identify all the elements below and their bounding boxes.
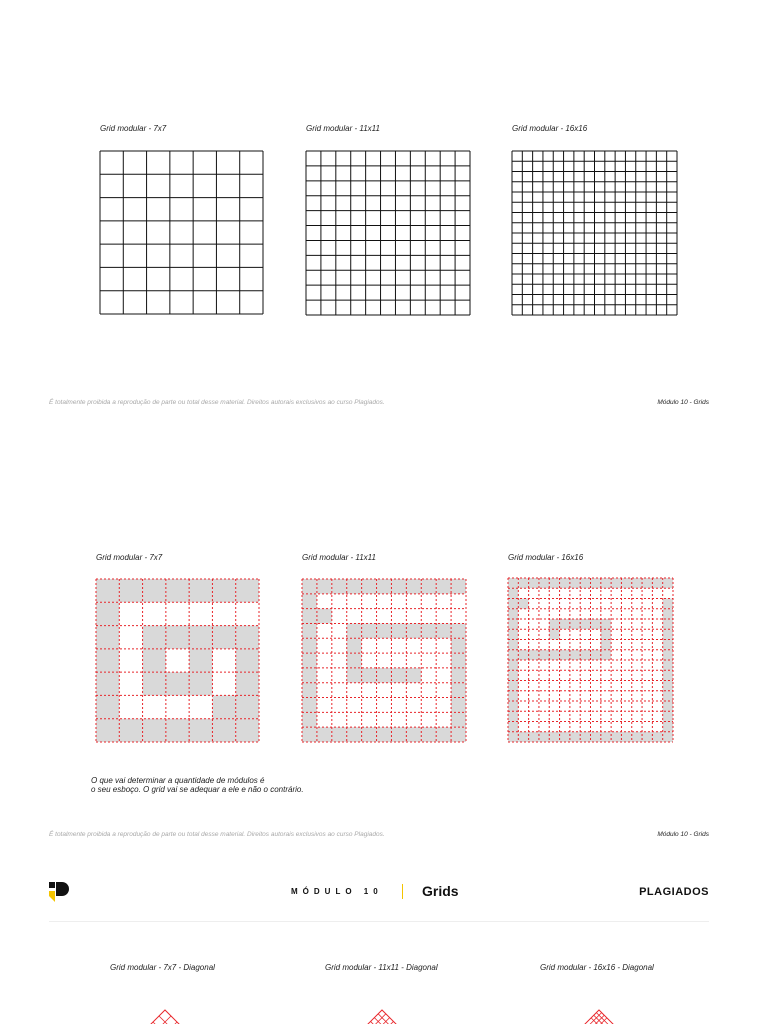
modular-grid-7x7 — [100, 151, 263, 314]
filled-module — [508, 609, 518, 619]
grid-note-line-1: O que vai determinar a quantidade de módulos é — [91, 776, 265, 785]
filled-module — [508, 650, 518, 660]
filled-module — [632, 732, 642, 742]
filled-module — [580, 619, 590, 629]
grid-label-16x16: Grid modular - 16x16 — [508, 553, 584, 562]
filled-module — [212, 579, 235, 602]
filled-module — [189, 672, 212, 695]
filled-module — [166, 626, 189, 649]
filled-module — [663, 629, 673, 639]
filled-module — [143, 672, 166, 695]
filled-module — [549, 629, 559, 639]
filled-module — [143, 719, 166, 742]
filled-module — [347, 668, 362, 683]
filled-module — [302, 712, 317, 727]
modular-grid-11x11 — [306, 151, 470, 315]
filled-module — [302, 579, 317, 594]
grid-label-16x16: Grid modular - 16x16 — [512, 124, 588, 133]
filled-module — [302, 623, 317, 638]
filled-module — [377, 623, 392, 638]
filled-module — [539, 578, 549, 588]
diagonal-line — [542, 1013, 602, 1024]
filled-module — [451, 698, 466, 713]
diagonal-grid-16x16 — [554, 1008, 644, 1024]
sketch-grid-16x16 — [508, 578, 673, 742]
filled-module — [377, 668, 392, 683]
brand-wordmark: PLAGIADOS — [639, 886, 709, 898]
filled-module — [508, 599, 518, 609]
filled-module — [652, 732, 662, 742]
filled-module — [570, 578, 580, 588]
filled-module — [421, 579, 436, 594]
filled-module — [663, 681, 673, 691]
copyright-notice: É totalmente proibida a reprodução de parte ou total desse material. Direitos autorais exclusivos ao curso Plagiados. — [49, 399, 385, 406]
filled-module — [508, 588, 518, 598]
filled-module — [508, 660, 518, 670]
filled-module — [236, 672, 259, 695]
filled-module — [236, 719, 259, 742]
filled-module — [96, 626, 119, 649]
filled-module — [143, 579, 166, 602]
filled-module — [302, 653, 317, 668]
filled-module — [236, 649, 259, 672]
filled-module — [317, 579, 332, 594]
filled-module — [642, 732, 652, 742]
diagonal-line — [591, 1018, 651, 1024]
diagonal-line — [547, 1018, 607, 1024]
filled-module — [601, 619, 611, 629]
filled-module — [518, 650, 528, 660]
filled-module — [539, 650, 549, 660]
filled-module — [539, 732, 549, 742]
filled-module — [189, 626, 212, 649]
filled-module — [621, 578, 631, 588]
filled-module — [570, 619, 580, 629]
diagonal-line — [596, 1013, 656, 1024]
filled-module — [96, 695, 119, 718]
filled-module — [377, 727, 392, 742]
filled-module — [212, 719, 235, 742]
filled-module — [347, 623, 362, 638]
filled-module — [436, 623, 451, 638]
filled-module — [663, 578, 673, 588]
module-number: MÓDULO 10 — [291, 887, 383, 896]
diagonal-grid-7x7 — [120, 1008, 210, 1024]
filled-module — [621, 732, 631, 742]
header-rule — [49, 921, 709, 922]
filled-module — [549, 732, 559, 742]
filled-module — [508, 619, 518, 629]
filled-module — [601, 732, 611, 742]
filled-module — [560, 578, 570, 588]
plagiados-logo-icon — [49, 882, 71, 903]
filled-module — [96, 672, 119, 695]
filled-module — [580, 578, 590, 588]
filled-module — [663, 732, 673, 742]
filled-module — [406, 727, 421, 742]
diagonal-label-11x11: Grid modular - 11x11 - Diagonal — [325, 963, 438, 972]
page-footer-module: Módulo 10 - Grids — [657, 831, 709, 838]
filled-module — [591, 578, 601, 588]
filled-module — [236, 579, 259, 602]
filled-module — [96, 579, 119, 602]
filled-module — [391, 579, 406, 594]
filled-module — [518, 578, 528, 588]
filled-module — [302, 609, 317, 624]
filled-module — [663, 701, 673, 711]
filled-module — [508, 578, 518, 588]
page-footer-module: Módulo 10 - Grids — [657, 399, 709, 406]
modular-grid-16x16 — [512, 151, 677, 315]
filled-module — [347, 727, 362, 742]
filled-module — [236, 695, 259, 718]
filled-module — [508, 732, 518, 742]
filled-module — [549, 650, 559, 660]
filled-module — [302, 638, 317, 653]
filled-module — [642, 578, 652, 588]
filled-module — [518, 599, 528, 609]
filled-module — [508, 711, 518, 721]
filled-module — [529, 650, 539, 660]
filled-module — [508, 670, 518, 680]
filled-module — [362, 727, 377, 742]
filled-module — [166, 579, 189, 602]
filled-module — [236, 626, 259, 649]
diagonal-outline — [539, 1010, 659, 1024]
diagonal-grid-11x11 — [337, 1008, 427, 1024]
filled-module — [212, 626, 235, 649]
filled-module — [451, 668, 466, 683]
filled-module — [451, 579, 466, 594]
filled-module — [570, 650, 580, 660]
filled-module — [663, 711, 673, 721]
filled-module — [529, 732, 539, 742]
filled-module — [549, 619, 559, 629]
diagonal-line — [111, 1016, 171, 1024]
filled-module — [663, 599, 673, 609]
filled-module — [570, 732, 580, 742]
filled-module — [377, 579, 392, 594]
filled-module — [529, 578, 539, 588]
filled-module — [347, 638, 362, 653]
filled-module — [332, 579, 347, 594]
filled-module — [362, 579, 377, 594]
grid-label-7x7: Grid modular - 7x7 — [100, 124, 167, 133]
filled-module — [302, 698, 317, 713]
filled-module — [508, 701, 518, 711]
filled-module — [508, 691, 518, 701]
diagonal-line — [159, 1016, 219, 1024]
grid-note-line-2: o seu esboço. O grid vai se adequar a ele e não o contrário. — [91, 785, 304, 794]
filled-module — [560, 650, 570, 660]
diagonal-label-7x7: Grid modular - 7x7 - Diagonal — [110, 963, 215, 972]
filled-module — [406, 579, 421, 594]
filled-module — [560, 619, 570, 629]
filled-module — [436, 727, 451, 742]
filled-module — [663, 722, 673, 732]
logo-bowl — [56, 882, 69, 896]
filled-module — [663, 670, 673, 680]
filled-module — [119, 579, 142, 602]
filled-module — [580, 732, 590, 742]
filled-module — [580, 650, 590, 660]
filled-module — [451, 623, 466, 638]
filled-module — [663, 609, 673, 619]
filled-module — [406, 623, 421, 638]
filled-module — [421, 623, 436, 638]
filled-module — [663, 691, 673, 701]
filled-module — [451, 712, 466, 727]
filled-module — [663, 660, 673, 670]
filled-module — [302, 727, 317, 742]
copyright-notice: É totalmente proibida a reprodução de parte ou total desse material. Direitos autorais exclusivos ao curso Plagiados. — [49, 831, 385, 838]
filled-module — [652, 578, 662, 588]
diagonal-outline — [322, 1010, 442, 1024]
filled-module — [663, 640, 673, 650]
filled-module — [166, 672, 189, 695]
filled-module — [362, 668, 377, 683]
grid-note — [91, 776, 304, 794]
filled-module — [611, 578, 621, 588]
filled-module — [601, 629, 611, 639]
module-title: Grids — [422, 883, 459, 899]
filled-module — [302, 594, 317, 609]
filled-module — [518, 732, 528, 742]
filled-module — [143, 626, 166, 649]
filled-module — [302, 668, 317, 683]
header-divider — [402, 884, 403, 899]
grid-label-7x7: Grid modular - 7x7 — [96, 553, 163, 562]
filled-module — [601, 640, 611, 650]
filled-module — [189, 579, 212, 602]
filled-module — [508, 722, 518, 732]
filled-module — [591, 619, 601, 629]
filled-module — [611, 732, 621, 742]
filled-module — [632, 578, 642, 588]
filled-module — [391, 727, 406, 742]
filled-module — [663, 650, 673, 660]
grid-label-11x11: Grid modular - 11x11 — [306, 124, 380, 133]
filled-module — [96, 719, 119, 742]
filled-module — [212, 695, 235, 718]
filled-module — [189, 649, 212, 672]
filled-module — [663, 619, 673, 629]
filled-module — [549, 578, 559, 588]
filled-module — [362, 623, 377, 638]
filled-module — [332, 727, 347, 742]
diagonal-label-16x16: Grid modular - 16x16 - Diagonal — [540, 963, 654, 972]
filled-module — [451, 683, 466, 698]
filled-module — [96, 602, 119, 625]
filled-module — [508, 640, 518, 650]
filled-module — [451, 727, 466, 742]
sketch-grid-7x7 — [96, 579, 259, 742]
filled-module — [406, 668, 421, 683]
filled-module — [601, 650, 611, 660]
filled-module — [451, 638, 466, 653]
grid-label-11x11: Grid modular - 11x11 — [302, 553, 376, 562]
filled-module — [560, 732, 570, 742]
filled-module — [591, 732, 601, 742]
filled-module — [143, 649, 166, 672]
filled-module — [317, 727, 332, 742]
filled-module — [451, 653, 466, 668]
filled-module — [317, 609, 332, 624]
filled-module — [391, 668, 406, 683]
filled-module — [96, 649, 119, 672]
filled-module — [347, 579, 362, 594]
logo-accent — [49, 891, 55, 902]
filled-module — [347, 653, 362, 668]
filled-module — [508, 681, 518, 691]
logo-square — [49, 882, 55, 888]
filled-module — [421, 727, 436, 742]
filled-module — [436, 579, 451, 594]
filled-module — [391, 623, 406, 638]
filled-module — [591, 650, 601, 660]
filled-module — [508, 629, 518, 639]
filled-module — [302, 683, 317, 698]
filled-module — [601, 578, 611, 588]
filled-module — [189, 719, 212, 742]
filled-module — [166, 719, 189, 742]
filled-module — [119, 719, 142, 742]
sketch-grid-11x11 — [302, 579, 466, 742]
